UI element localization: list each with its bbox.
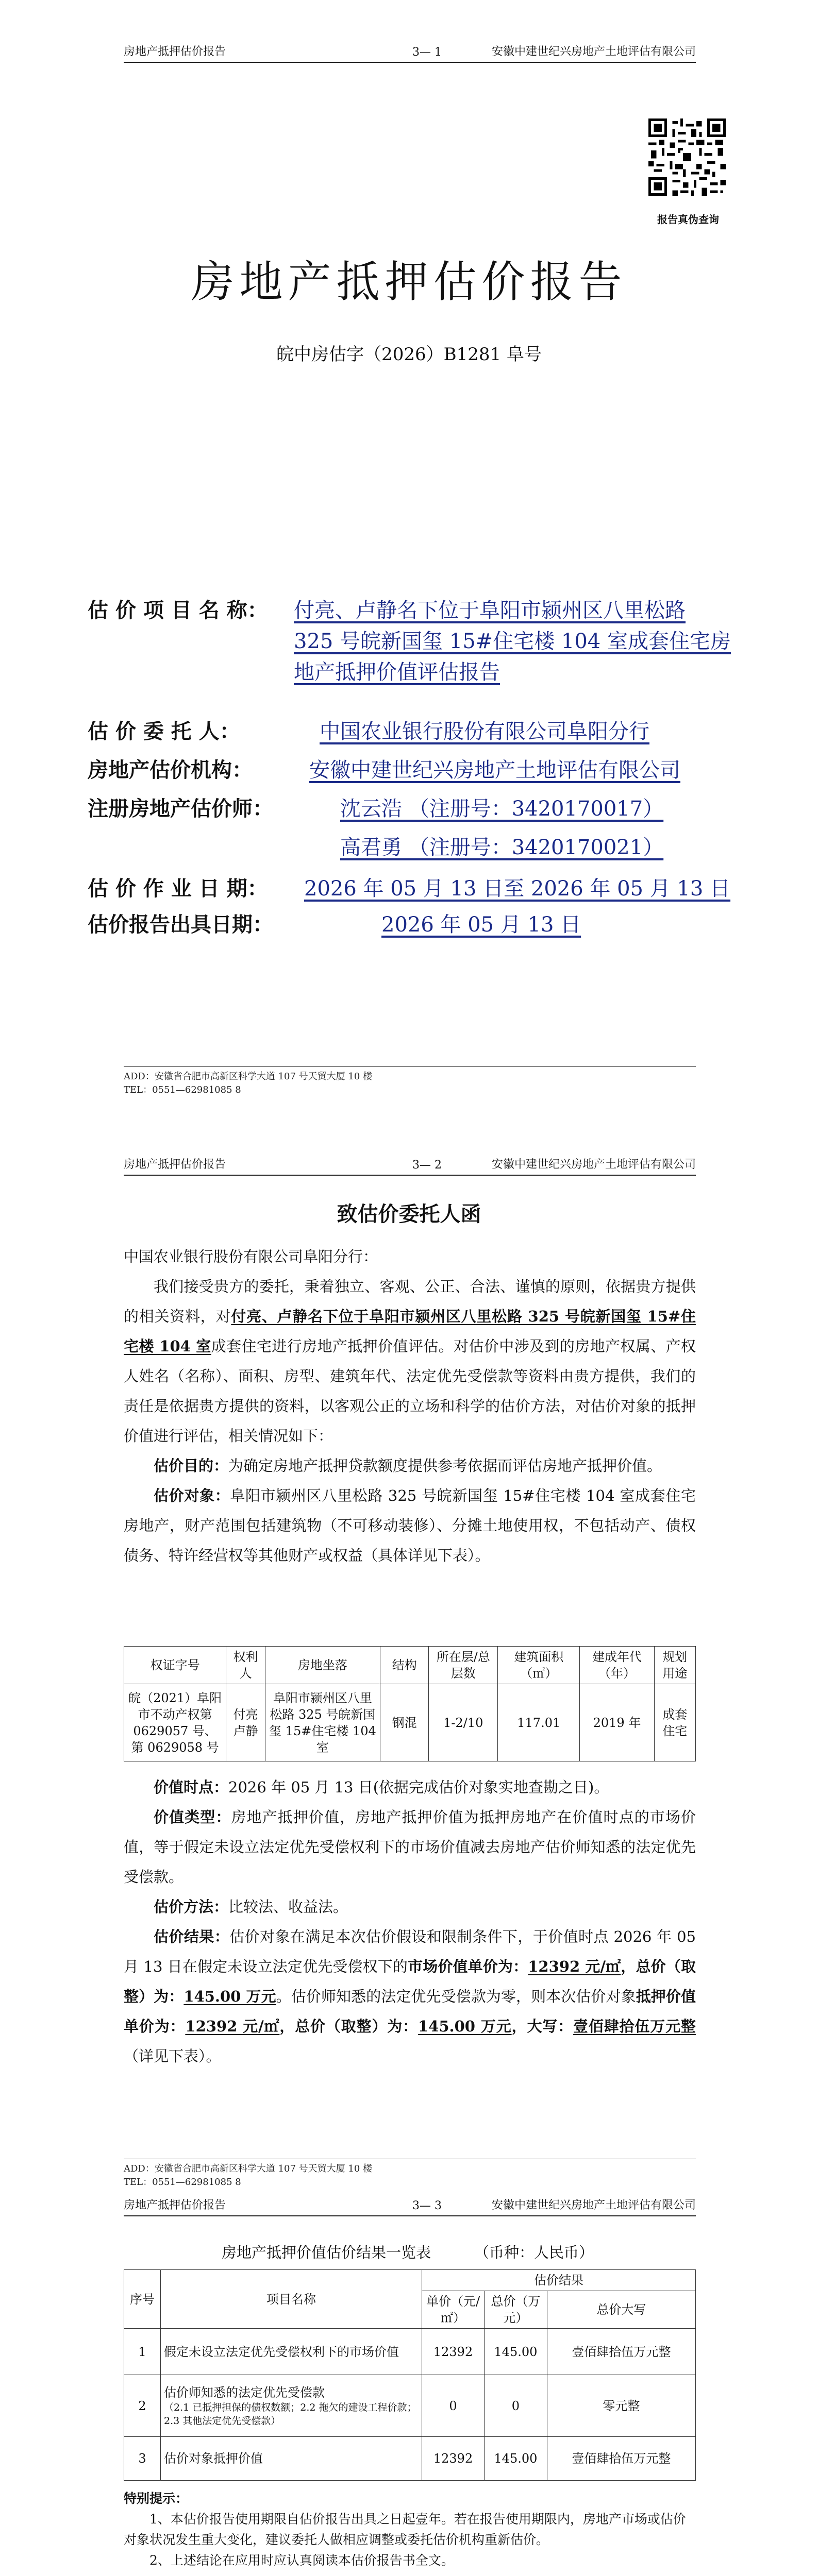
appraiser-2: 高君勇 （注册号：3420170021） [340,836,664,859]
method: 估价方法：比较法、收益法。 [154,1898,348,1916]
note-2: 2、上述结论在应用时应认真阅读本估价报告书全文。 [149,2553,454,2568]
page-header-1 [124,41,696,63]
header-page-no: 3— 3 [412,2199,442,2212]
issue-date-row [88,909,658,940]
note-1: 1、本估价报告使用期限自估价报告出具之日起壹年。若在报告使用期限内，房地产市场或估价对象状况发生重大变化，建议委托人做相应调整或委托估价机构重新估价。 [124,2512,686,2547]
summary-table [124,2269,696,2481]
project-label: 估 价 项 目 名 称： [88,598,268,622]
summary-header-2: 单价（元/㎡） 总价（万元） 总价大写 [124,2291,696,2329]
appraiser-row [88,793,694,824]
footer-tel: TEL：0551—62981085 8 [124,2177,241,2188]
letter-intro: 我们接受贵方的委托，秉着独立、客观、公正、合法、谨慎的原则，依据贵方提供的相关资料，对付亮、卢静名下位于阜阳市颍州区八里松路 325 号皖新国玺 15#住宅楼 104 室成套住宅进行房地产抵押价值评估。对估价中涉及到的房地产权属、产权人姓名（名称）、面积、房型、建筑年代、法定优先受偿款等资料由贵方提供，我们的责任是依据贵方提供的资料，以客观公正的立场和科学的估价方法，对估价对象的抵押价值进行评估，相关情况如下： [124,1278,696,1445]
property-table [124,1646,696,1761]
property-table-row: 皖（2021）阜阳市不动产权第 0629057 号、第 0629058 号 付亮卢静 阜阳市颍州区八里松路 325 号皖新国玺 15#住宅楼 104 室 钢混 1-2/10 117.01 2019 年 成套住宅 [124,1684,696,1761]
client-value: 中国农业银行股份有限公司阜阳分行 [320,720,649,743]
summary-row-2: 2 估价师知悉的法定优先受偿款 （2.1 已抵押担保的债权数额；2.2 拖欠的建设工程价款；2.3 其他法定优先受偿款） 0 0 零元整 [124,2375,696,2437]
summary-row-3: 3 估价对象抵押价值 12392 145.00 壹佰肆拾伍万元整 [124,2437,696,2481]
appraiser-1: 沈云浩 （注册号：3420170017） [340,797,664,821]
summary-row-1: 1 假定未设立法定优先受偿权利下的市场价值 12392 145.00 壹佰肆拾伍万元整 [124,2329,696,2375]
letter-body-top [124,1242,696,1570]
page-footer-1 [124,1066,696,1097]
page-header-2 [124,1154,696,1176]
result: 估价结果：估价对象在满足本次估价假设和限制条件下，于价值时点 2026 年 05 月 13 日在假定未设立法定优先受偿权下的市场价值单价为：12392 元/㎡，总价（取整）为：145.00 万元。估价师知悉的法定优先受偿款为零，则本次估价对象抵押价值单价为：12392 元/㎡，总价（取整）为：145.00 万元，大写：壹佰肆拾伍万元整（详见下表）。 [124,1928,696,2065]
issue-date-value: 2026 年 05 月 13 日 [381,913,581,937]
project-name-row [88,595,737,626]
qr-caption: 报告真伪查询 [657,213,719,226]
notes-title: 特别提示： [124,2491,189,2506]
purpose: 估价目的：为确定房地产抵押贷款额度提供参考依据而评估房地产抵押价值。 [154,1457,662,1475]
report-number: 皖中房估字（2026）B1281 阜号 [276,344,542,365]
value-type: 价值类型：房地产抵押价值，房地产抵押价值为抵押房地产在价值时点的市场价值，等于假定未设立法定优先受偿权利下的市场价值减去房地产估价师知悉的法定优先受偿款。 [124,1808,696,1886]
project-line2: 325 号皖新国玺 15#住宅楼 104 室成套住宅房 [294,630,731,653]
project-line3: 地产抵押价值评估报告 [294,660,500,684]
header-left: 房地产抵押估价报告 [124,1158,226,1171]
object: 估价对象：阜阳市颍州区八里松路 325 号皖新国玺 15#住宅楼 104 室成套住宅房地产，财产范围包括建筑物（不可移动装修）、分摊土地使用权，不包括动产、债权债务、特许经营权等其他财产或权益（具体详见下表）。 [124,1487,696,1564]
addressee: 中国农业银行股份有限公司阜阳分行： [124,1248,378,1265]
appraiser-label: 注册房地产估价师： [88,796,273,821]
header-right: 安徽中建世纪兴房地产土地评估有限公司 [491,45,696,58]
client-label: 估 价 委 托 人： [88,719,240,743]
page-footer-2 [124,2159,696,2189]
page-header-3 [124,2195,696,2216]
issue-date-label: 估价报告出具日期： [88,912,273,937]
agency-value: 安徽中建世纪兴房地产土地评估有限公司 [309,758,680,782]
client-row [88,716,660,747]
special-notes [124,2488,696,2571]
header-right: 安徽中建世纪兴房地产土地评估有限公司 [491,2199,696,2212]
summary-header-1: 序号 项目名称 估价结果 [124,2270,696,2291]
letter-title: 致估价委托人函 [337,1202,481,1226]
letter-body-bottom [124,1772,696,2071]
agency-row [88,755,686,786]
summary-currency: （币种：人民币） [474,2244,594,2261]
footer-address: ADD：安徽省合肥市高新区科学大道 107 号天贸大厦 10 楼 [124,2163,373,2174]
project-line1: 付亮、卢静名下位于阜阳市颍州区八里松路 [294,599,686,622]
footer-address: ADD：安徽省合肥市高新区科学大道 107 号天贸大厦 10 楼 [124,1071,373,1082]
summary-title: 房地产抵押价值估价结果一览表 [222,2244,431,2261]
work-date-value: 2026 年 05 月 13 日至 2026 年 05 月 13 日 [304,877,731,901]
footer-tel: TEL：0551—62981085 8 [124,1084,241,1095]
work-date-row [88,873,736,904]
agency-label: 房地产估价机构： [88,758,253,782]
value-time: 价值时点：2026 年 05 月 13 日(依据完成估价对象实地查勘之日)。 [154,1778,609,1796]
header-left: 房地产抵押估价报告 [124,45,226,58]
qr-code-icon[interactable] [648,118,726,196]
report-title: 房地产抵押估价报告 [191,257,627,307]
header-left: 房地产抵押估价报告 [124,2199,226,2212]
appraiser-2-row [294,832,699,863]
work-date-label: 估 价 作 业 日 期： [88,876,268,901]
header-page-no: 3— 1 [412,46,442,59]
header-right: 安徽中建世纪兴房地产土地评估有限公司 [491,1158,696,1171]
property-table-header: 权证字号 权利人 房地坐落 结构 所在层/总层数 建筑面积（㎡） 建成年代（年） 规划用途 [124,1647,696,1684]
header-page-no: 3— 2 [412,1159,442,1172]
